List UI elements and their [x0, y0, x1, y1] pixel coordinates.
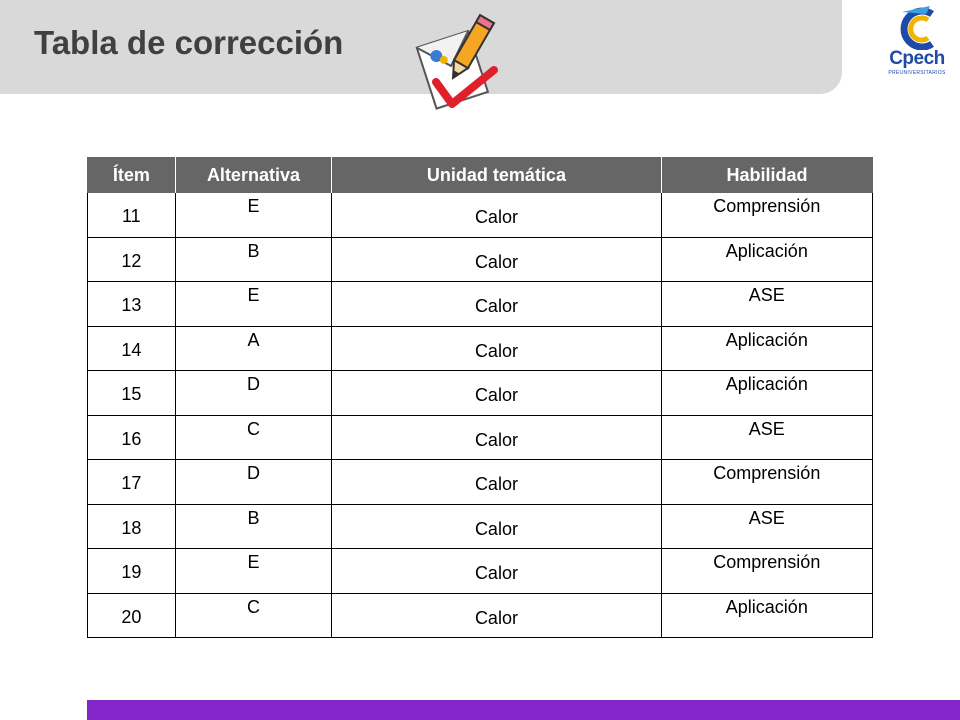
column-header-unidad: Unidad temática: [332, 157, 661, 193]
cell-alternativa: A: [175, 326, 332, 371]
cell-item: 13: [88, 282, 176, 327]
cell-item: 15: [88, 371, 176, 416]
table-row: [88, 193, 873, 237]
column-header-habilidad: Habilidad: [661, 157, 872, 193]
cell-habilidad: Aplicación: [661, 593, 872, 638]
cell-alternativa: B: [175, 237, 332, 282]
correction-table: [87, 157, 873, 638]
cell-alternativa: D: [175, 371, 332, 416]
cell-unidad: Calor: [332, 549, 661, 594]
cell-unidad: Calor: [332, 371, 661, 416]
cell-unidad: Calor: [332, 460, 661, 505]
cell-item: 20: [88, 593, 176, 638]
cell-habilidad: Comprensión: [661, 549, 872, 594]
cpech-logo: [880, 4, 954, 80]
cell-alternativa: D: [175, 460, 332, 505]
table-row: [88, 504, 873, 549]
pencil-checkmark-icon: [412, 12, 500, 118]
cell-item: 11: [88, 193, 176, 237]
table-row: [88, 282, 873, 327]
column-header-alternativa: Alternativa: [175, 157, 332, 193]
column-header-item: Ítem: [88, 157, 176, 193]
table-row: [88, 237, 873, 282]
cell-alternativa: B: [175, 504, 332, 549]
cell-unidad: Calor: [332, 593, 661, 638]
cell-alternativa: C: [175, 415, 332, 460]
cell-item: 17: [88, 460, 176, 505]
cell-habilidad: Comprensión: [661, 460, 872, 505]
cell-habilidad: ASE: [661, 504, 872, 549]
logo-subtitle: PREUNIVERSITARIOS: [888, 70, 946, 76]
cell-item: 14: [88, 326, 176, 371]
cell-alternativa: E: [175, 549, 332, 594]
cell-unidad: Calor: [332, 237, 661, 282]
table-row: [88, 549, 873, 594]
table-row: [88, 371, 873, 416]
cell-unidad: Calor: [332, 504, 661, 549]
cell-alternativa: E: [175, 193, 332, 237]
footer-bar: [87, 700, 960, 720]
cell-habilidad: ASE: [661, 282, 872, 327]
table-row: [88, 326, 873, 371]
table-row: [88, 415, 873, 460]
cell-item: 19: [88, 549, 176, 594]
cell-habilidad: Aplicación: [661, 237, 872, 282]
page-title: Tabla de corrección: [34, 24, 344, 61]
cell-unidad: Calor: [332, 326, 661, 371]
cell-item: 12: [88, 237, 176, 282]
cell-habilidad: Comprensión: [661, 193, 872, 237]
cell-unidad: Calor: [332, 415, 661, 460]
cell-alternativa: C: [175, 593, 332, 638]
table-row: [88, 593, 873, 638]
cell-alternativa: E: [175, 282, 332, 327]
cell-habilidad: Aplicación: [661, 371, 872, 416]
cpech-logo-icon: [880, 4, 954, 50]
cell-item: 18: [88, 504, 176, 549]
cell-habilidad: Aplicación: [661, 326, 872, 371]
cell-unidad: Calor: [332, 282, 661, 327]
table-header-row: [88, 157, 873, 193]
cell-item: 16: [88, 415, 176, 460]
table-row: [88, 460, 873, 505]
logo-wordmark: Cpech: [889, 48, 945, 69]
cell-habilidad: ASE: [661, 415, 872, 460]
cell-unidad: Calor: [332, 193, 661, 237]
